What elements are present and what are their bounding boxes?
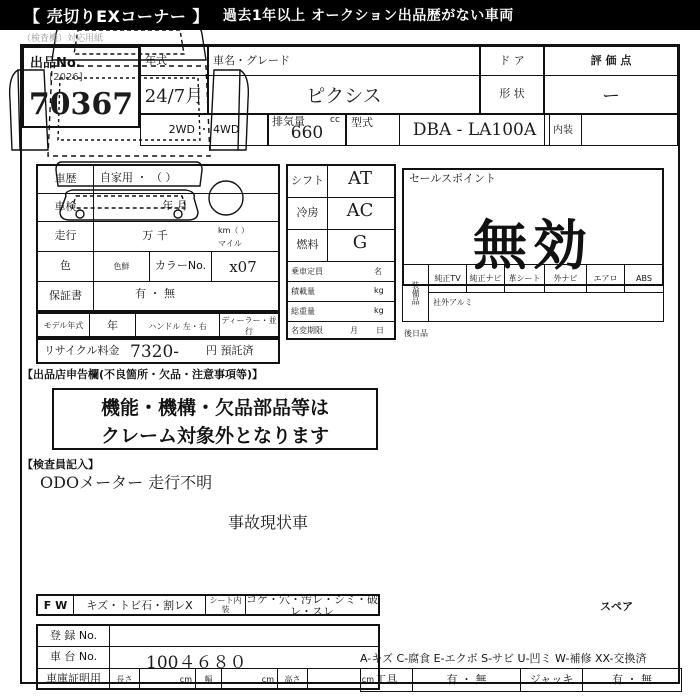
left-info-table xyxy=(36,164,280,312)
recycle-unit: 円 預託済 xyxy=(206,344,254,357)
width-label: 幅 xyxy=(196,669,222,689)
height-label: 高さ xyxy=(278,669,308,689)
equip-tv: 純正TV xyxy=(429,265,467,293)
equip-navi: 純正ナビ xyxy=(467,265,505,293)
fw-row xyxy=(36,594,380,616)
color-label: 色 xyxy=(38,252,94,281)
interior-value xyxy=(582,114,678,146)
table-row xyxy=(38,252,278,282)
capacity-row xyxy=(288,262,394,282)
seats-label: 乗車定員 xyxy=(291,267,323,276)
tools-label: 工具 xyxy=(361,669,413,691)
mileage-unit-mile: マイル xyxy=(218,239,242,248)
garage-cert-label: 車庫証明用 xyxy=(38,669,110,689)
inspection-value: 年 月 xyxy=(162,199,188,212)
equipment-grid xyxy=(402,264,664,322)
recycle-fee-row xyxy=(36,338,280,364)
spare-tire-label: スペア xyxy=(600,600,633,613)
page-header xyxy=(0,0,700,30)
load-unit: kg xyxy=(374,286,384,295)
jack-label: ジャッキ xyxy=(521,669,583,691)
damage-code-legend: A-キズ C-腐食 E-エクボ S-サビ U-凹ミ W-補修 XX-交換済 xyxy=(360,652,647,665)
fw-label: F W xyxy=(38,596,74,616)
length-unit: cm xyxy=(140,669,196,689)
header-title: 【 売切りEXコーナー 】 xyxy=(24,6,209,26)
table-row xyxy=(38,222,278,252)
model-code-value: DBA - LA100A xyxy=(400,114,550,146)
equip-aero: エアロ xyxy=(587,265,625,293)
handle-side: ハンドル 左・右 xyxy=(136,314,220,338)
lot-year-tag: [2026] xyxy=(49,71,83,83)
weight-unit: kg xyxy=(374,306,384,315)
width-unit: cm xyxy=(222,669,278,689)
shift-table xyxy=(286,164,396,340)
notice-line-1: 機能・機構・欠品部品等は xyxy=(100,397,329,419)
warranty-value: 有 ・ 無 xyxy=(135,287,175,300)
capacity-row xyxy=(288,302,394,322)
score-label: 評 価 点 xyxy=(544,46,678,76)
fuel-label: 燃料 xyxy=(288,230,328,261)
displacement-label: 排気量 xyxy=(268,114,346,146)
shape-label: 形 状 xyxy=(480,76,544,114)
registration-row xyxy=(38,669,378,689)
inspector-note-2: 事故現状車 xyxy=(228,513,309,532)
equipment-side-label: 装備品 xyxy=(403,265,429,321)
equip-outer-navi: 外ナビ xyxy=(545,265,587,293)
equip-leather: 革シート xyxy=(505,265,545,293)
notice-line-2: クレーム対象外となります xyxy=(100,424,329,447)
shift-label: シフト xyxy=(288,166,328,197)
length-label: 長さ xyxy=(110,669,140,689)
registration-block xyxy=(36,624,380,690)
shift-row xyxy=(288,230,394,262)
interior-label: 内装 xyxy=(544,114,582,146)
drive-type: 2WD ・ 4WD xyxy=(140,114,268,146)
registration-no-label: 登 録 No. xyxy=(38,626,110,646)
capacity-row xyxy=(288,282,394,302)
displacement-unit: cc xyxy=(330,115,340,125)
year-label: 年式 xyxy=(140,46,208,76)
history-value: 自家用 ・ （ ） xyxy=(100,171,177,184)
shift-row xyxy=(288,166,394,198)
inspection-label: 車検 xyxy=(38,194,94,221)
jack-value: 有 ・ 無 xyxy=(612,672,652,686)
color-no-label: カラーNo. xyxy=(150,252,212,281)
warranty-label: 保証書 xyxy=(38,282,94,310)
car-name-value: ピクシス xyxy=(208,76,480,114)
interior-damage-types: コゲ・穴・汚レ・シミ・破レ・スレ xyxy=(246,592,378,618)
faint-strip: （検査機）対応用紙 xyxy=(22,33,104,44)
lot-number-label: 出品No. xyxy=(30,55,81,71)
registration-row xyxy=(38,647,378,673)
model-year-row xyxy=(36,312,280,338)
recycle-value: 7320- xyxy=(130,342,180,362)
table-row xyxy=(38,282,278,310)
dealer-parallel: ディーラー・並行 xyxy=(221,316,277,336)
mileage-unit-km: km（ ） xyxy=(218,226,249,235)
model-code-label: 型式 xyxy=(346,114,400,146)
mileage-value: 万 千 xyxy=(142,229,168,242)
inspector-note-1: ODOメーター 走行不明 xyxy=(40,473,213,492)
expiry-month: 月 xyxy=(350,326,358,335)
shift-row xyxy=(288,198,394,230)
tools-jack-row xyxy=(360,668,682,692)
history-label: 車歴 xyxy=(38,166,94,193)
later-item-label: 後日品 xyxy=(404,329,428,338)
color-no-value: x07 xyxy=(229,258,257,276)
shift-value: AT xyxy=(347,168,373,189)
table-row xyxy=(38,194,278,222)
header-subtitle: 過去1年以上 オークション出品歴がない車両 xyxy=(222,8,514,24)
color-sub-label: 色鮮 xyxy=(94,252,150,281)
equip-alloy: 社外アルミ xyxy=(433,298,473,307)
seats-unit: 名 xyxy=(374,267,382,276)
invalid-stamp: 無効 xyxy=(473,213,593,277)
notice-box xyxy=(52,388,378,450)
model-year-value: 年 xyxy=(90,314,136,338)
model-year-label: モデル年式 xyxy=(38,314,90,338)
chassis-no-value: 100４６８０ xyxy=(146,653,247,673)
seat-interior-label: シート内装 xyxy=(206,596,246,616)
chassis-no-label: 車 台 No. xyxy=(38,647,110,668)
equip-abs: ABS xyxy=(625,265,663,293)
displacement-value: 660 xyxy=(290,123,324,143)
fw-damage-types: キズ・トビ石・割レX xyxy=(74,596,206,616)
aircon-label: 冷房 xyxy=(288,198,328,229)
door-label: ド ア xyxy=(480,46,544,76)
car-name-label: 車名・グレード xyxy=(208,46,480,76)
score-value: ー xyxy=(544,76,678,114)
lot-number-value: 70367 xyxy=(28,86,134,122)
table-row xyxy=(38,166,278,194)
recycle-label: リサイクル料金 xyxy=(44,344,120,357)
height-unit: cm xyxy=(361,674,374,684)
load-label: 積載量 xyxy=(291,287,315,296)
expiry-label: 名変期限 xyxy=(291,326,323,335)
expiry-row xyxy=(288,322,394,340)
weight-label: 総重量 xyxy=(291,307,315,316)
expiry-day: 日 xyxy=(376,326,384,335)
mileage-label: 走行 xyxy=(38,222,94,251)
fuel-value: G xyxy=(352,232,368,253)
year-value: 24/7月 xyxy=(140,76,208,114)
disclosure-title: 【出品店申告欄(不良箇所・欠品・注意事項等)】 xyxy=(22,368,264,381)
inspector-title: 【検査員記入】 xyxy=(22,458,99,471)
tools-value: 有 ・ 無 xyxy=(413,669,521,691)
registration-row xyxy=(38,626,378,647)
aircon-value: AC xyxy=(346,200,374,221)
sales-point-label: セールスポイント xyxy=(409,172,497,185)
